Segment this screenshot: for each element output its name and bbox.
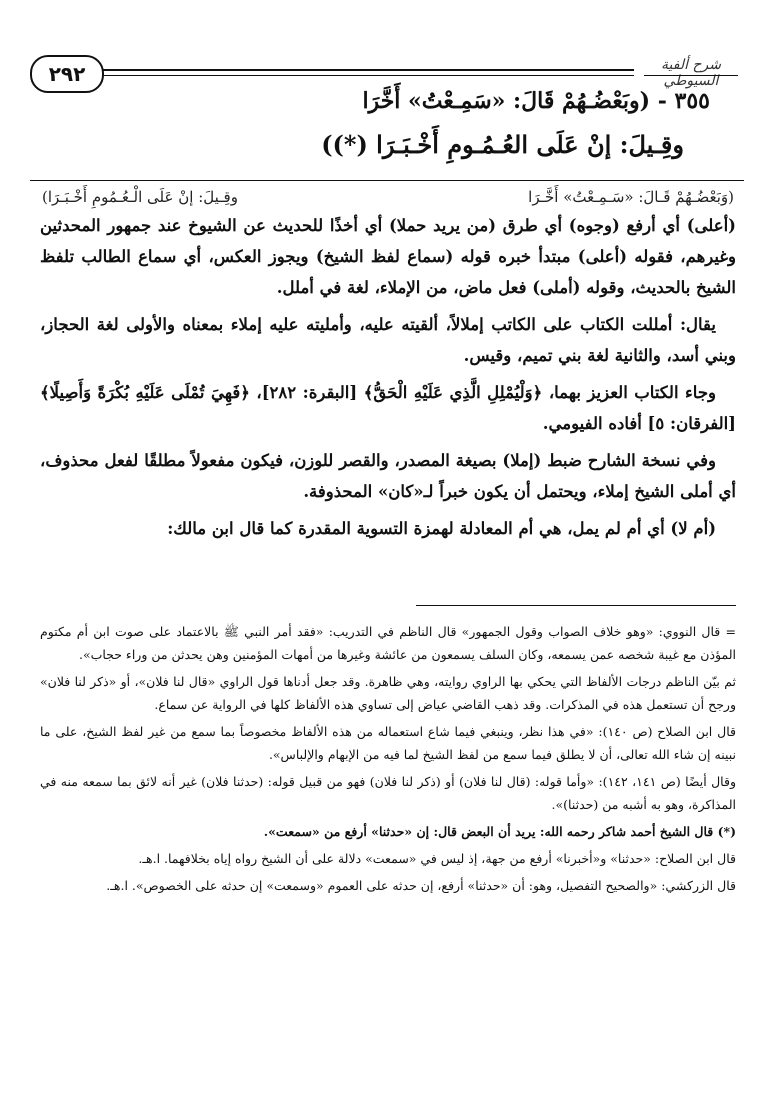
running-title-underline	[644, 75, 738, 76]
header-rule-thin	[100, 75, 634, 76]
page-number: ٢٩٢	[30, 55, 104, 93]
footnote-star: (*) قال الشيخ أحمد شاكر رحمه الله: يريد أن البعض قال: إن «حدثنا» أرفع من «سمعت».	[263, 824, 736, 839]
commentary-body	[40, 188, 736, 550]
verse-recap	[40, 188, 736, 206]
paragraph: وفي نسخة الشارح ضبط (إملا) بصيغة المصدر، والقصر للوزن، فيكون مفعولاً مطلقًا لفعل محذوف، أي أملى الشيخ إملاء، ويحتمل أن يكون خبراً لـ«كان» المحذوفة.	[40, 451, 736, 501]
paragraph: (أم لا) أي أم لم يمل، هي أم المعادلة لهمزة التسوية المقدرة كما قال ابن مالك:	[167, 519, 716, 538]
verse-recap-left: وقِـيلَ: إنْ عَلَى الْـعُـمُومِ أَخْـبَـرَا)	[42, 188, 238, 206]
footnote-divider	[416, 605, 736, 606]
paragraph: وجاء الكتاب العزيز بهما، ﴿وَلْيُمْلِلِ الَّذِي عَلَيْهِ الْحَقُّ﴾ [البقرة: ٢٨٢]، ﴿فَهِيَ تُمْلَى عَلَيْهِ بُكْرَةً وَأَصِيلًا﴾ [الفرقان: ٥] أفاده الفيومي.	[40, 383, 736, 433]
footnote: وقال أيضًا (ص ١٤١، ١٤٢): «وأما قوله: (قال لنا فلان) أو (ذكر لنا فلان) فهو من قبيل قوله: (حدثنا فلان) غير أنه لائق بما سمعه منه في المذاكرة، وهو به أشبه من (حدثنا)».	[40, 774, 736, 812]
verse-recap-right: (وَبَعْضُـهُمْ قَـالَ: «سَـمِـعْتُ» أَخَّـرَا	[528, 188, 734, 206]
verse-line-1: ٣٥٥ - (وبَعْضُـهُمْ قَالَ: «سَمِـعْتُ» أَخَّرَا	[362, 88, 710, 114]
footnote: ثم بيّن الناظم درجات الألفاظ التي يحكي بها الراوي روايته، وهي ظاهرة. وقد جعل أدناها قول الراوي «قال لنا فلان»، أو «ذكر لنا فلان» ورجح أن تستعمل هذه في المذكرات. وقد ذهب القاضي عياض إلى تساوي هذه الألفاظ كلها في الرواية عن سماع.	[40, 674, 736, 712]
footnote: قال ابن الصلاح: «حدثنا» و«أخبرنا» أرفع من جهة، إذ ليس في «سمعت» دلالة على أن الشيخ رواه إياه بخلافهما. ا.هـ.	[138, 851, 736, 866]
paragraph: يقال: أمللت الكتاب على الكاتب إملالاً، ألقيته عليه، وأمليته عليه إملاء بمعناه والأولى لغة الحجاز، وبني أسد، والثانية لغة بني تميم، وقيس.	[40, 315, 736, 365]
paragraph: (أعلى) أي أرفع (وجوه) أي طرق (من يريد حملا) أي أخذًا للحديث عن الشيوخ عند جمهور المحدثين وغيرهم، فقوله (أعلى) مبتدأ خبره قوله (سماع لفظ الشيخ) ويجوز العكس، أي سماع الطالب تلفظ الشيخ بالحديث، وقوله (أملى) فعل ماض، من الإملاء، لغة في أملل.	[40, 216, 736, 297]
header-rule	[100, 69, 634, 71]
footnote: قال ابن الصلاح (ص ١٤٠): «في هذا نظر، وينبغي فيما شاع استعماله من هذه الألفاظ مخصوصاً بما سمع من غير لفظ الشيخ، على ما نبينه إن شاء الله تعالى، أن لا يطلق فيما سمع من لفظ الشيخ لما فيه من الإبهام والإلباس».	[40, 724, 736, 762]
running-title: شرح ألفية السيوطي	[661, 57, 721, 89]
footnotes	[40, 620, 736, 901]
verse-divider	[30, 180, 744, 181]
footnote: = قال النووي: «وهو خلاف الصواب وقول الجمهور» قال الناظم في التدريب: «فقد أمر النبي ﷺ بالاعتماد على صوت ابن أم مكتوم المؤذن مع غيبة شخصه عمن يسمعه، وكان السلف يسمعون من عائشة وغيرها من أمهات المؤمنين وهن يحدثن من وراء حجاب».	[40, 624, 736, 662]
verse-line-2: وقِـيلَ: إنْ عَلَى العُـمُـومِ أَخْـبَـرَا (*))	[321, 130, 684, 159]
footnote: قال الزركشي: «والصحيح التفصيل، وهو: أن «حدثنا» أرفع، إن حدثه على العموم «وسمعت» إن حدثه على الخصوص». ا.هـ.	[106, 878, 736, 893]
